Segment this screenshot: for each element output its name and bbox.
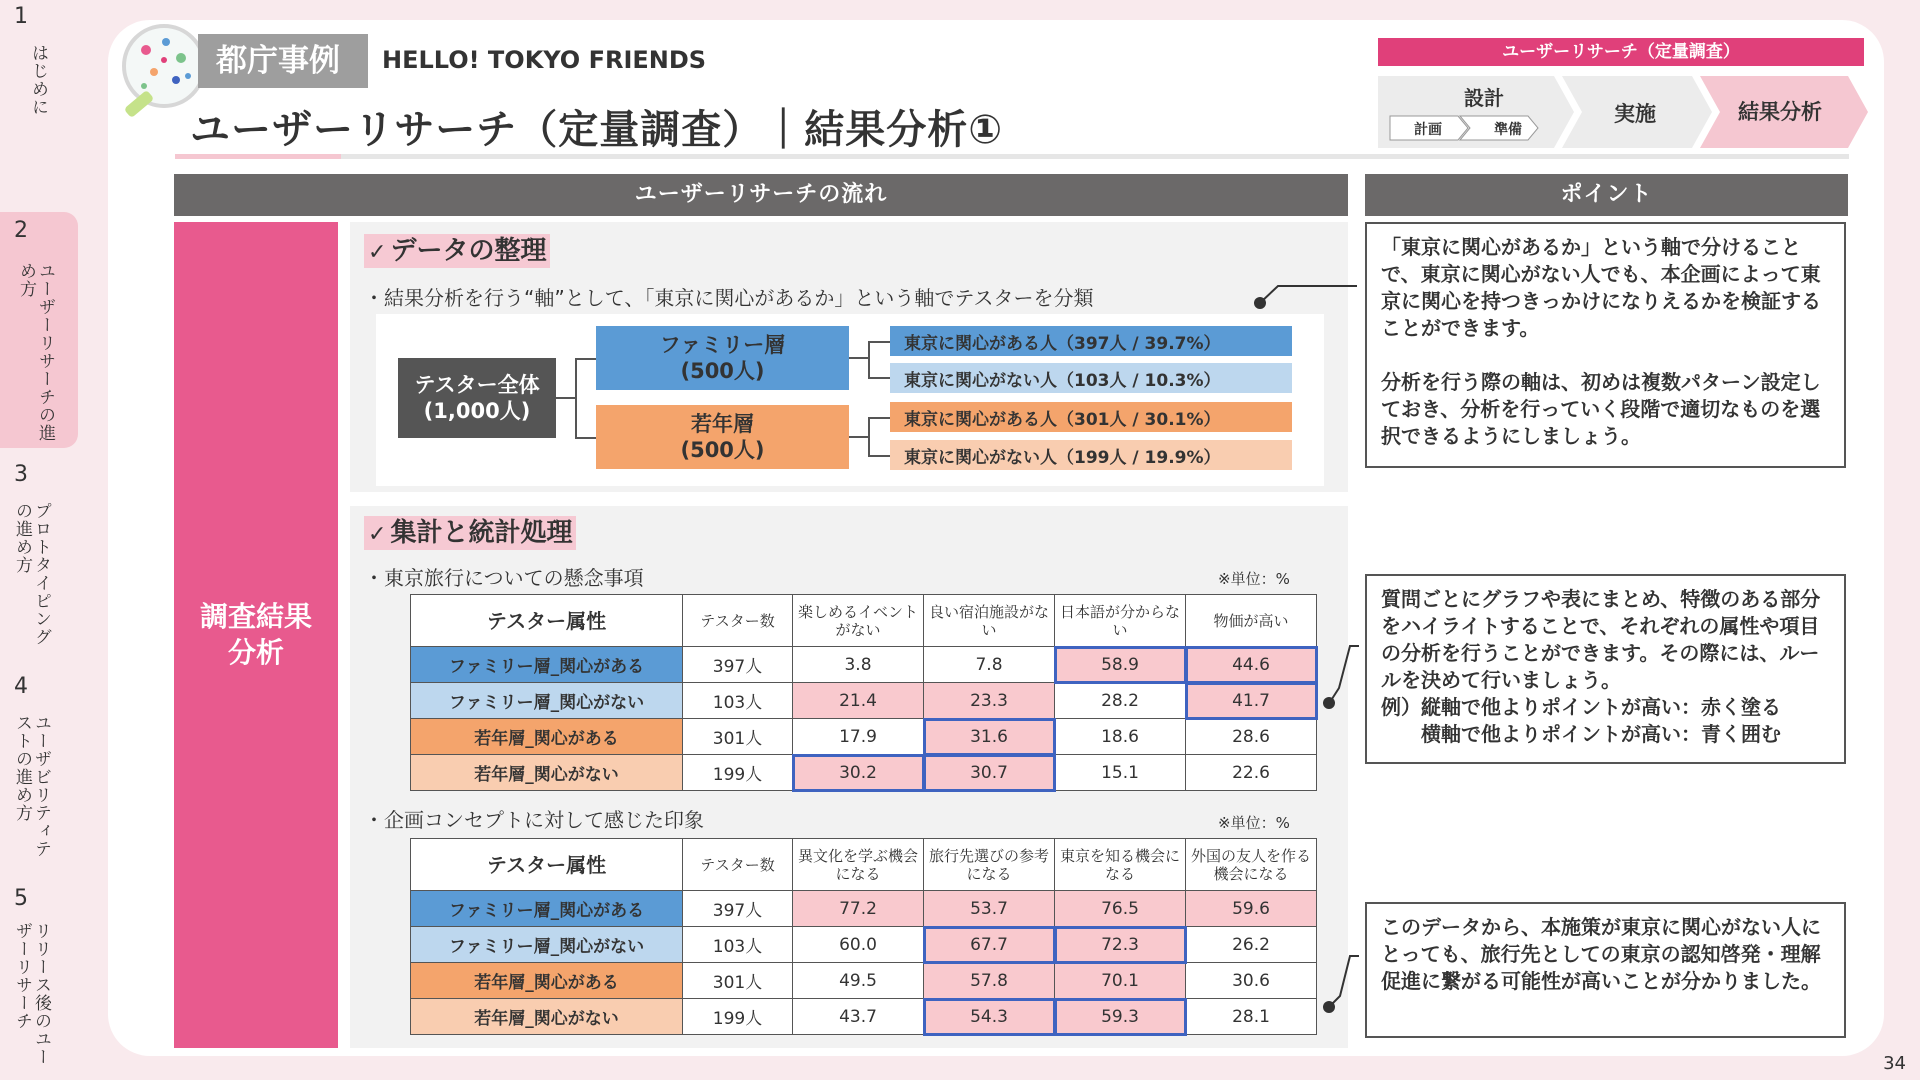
- stats-bullet-impressions: ・企画コンセプトに対して感じた印象: [364, 808, 704, 832]
- nav-number: 1: [14, 4, 28, 29]
- nav-label: ユーザーリサーチの進め方: [16, 262, 55, 442]
- table-cell-highlight: 21.4: [793, 683, 924, 719]
- row-label: ファミリー層_関心がない: [411, 927, 683, 963]
- tree-connector: [849, 436, 869, 438]
- table-header-cell: 旅行先選びの参考になる: [924, 839, 1055, 891]
- table-cell: 3.8: [793, 647, 924, 683]
- table-cell-highlight: 53.7: [924, 891, 1055, 927]
- tree-connector: [868, 417, 890, 419]
- table-row: [411, 755, 1317, 791]
- table-row: [411, 891, 1317, 927]
- tree-node-all-text: テスター全体 (1,000人): [414, 373, 540, 423]
- row-label: 若年層_関心がある: [411, 963, 683, 999]
- tree-connector: [868, 341, 890, 343]
- table-header-cell: テスター数: [683, 595, 793, 647]
- table-cell: 28.2: [1055, 683, 1186, 719]
- table-cell: 22.6: [1186, 755, 1317, 791]
- nav-label: ユーザビリティテストの進め方: [12, 714, 51, 858]
- row-label: ファミリー層_関心がある: [411, 891, 683, 927]
- table-cell-highlight: 67.7: [924, 927, 1055, 963]
- nav-item-2[interactable]: [0, 212, 78, 448]
- table-cell: 103人: [683, 683, 793, 719]
- table-cell-highlight: 41.7: [1186, 683, 1317, 719]
- tree-node-family-text: ファミリー層 (500人): [659, 333, 786, 383]
- stage-label: [174, 222, 338, 1048]
- tree-connector: [575, 358, 596, 360]
- nav-label: プロトタイピングの進め方: [12, 502, 51, 646]
- tree-node-young: [596, 405, 849, 469]
- row-label: ファミリー層_関心がある: [411, 647, 683, 683]
- table-cell: 397人: [683, 647, 793, 683]
- table-row: [411, 647, 1317, 683]
- table-row: [411, 999, 1317, 1035]
- table-cell-highlight: 31.6: [924, 719, 1055, 755]
- point-text: 「東京に関心があるか」という軸で分けることで、東京に関心がない人でも、本企画によって東京に関心を持つきっかけになりえるかを検証することができます。 分析を行う際の軸は、初めは複数パターン設定しておき、分析を行っていく段階で適切なものを選択できるようにしましょう。: [1381, 235, 1821, 448]
- tree-leaf-family-interested: [890, 326, 1292, 356]
- check-icon: ✓: [368, 522, 387, 547]
- table-cell-highlight: 76.5: [1055, 891, 1186, 927]
- table-cell: 301人: [683, 719, 793, 755]
- table-row: [411, 719, 1317, 755]
- table-cell: 301人: [683, 963, 793, 999]
- stats-heading: [364, 516, 576, 550]
- table-cell-highlight: 58.9: [1055, 647, 1186, 683]
- row-label: 若年層_関心がある: [411, 719, 683, 755]
- title-underline: [175, 154, 1849, 159]
- nav-item-3[interactable]: [0, 458, 78, 658]
- impressions-table: [410, 838, 1317, 1035]
- table-cell-highlight: 77.2: [793, 891, 924, 927]
- table-header-cell: 日本語が分からない: [1055, 595, 1186, 647]
- tree-connector: [868, 377, 890, 379]
- nav-label: リリース後のユーザーリサーチ: [12, 922, 51, 1066]
- case-tag: 都庁事例: [198, 34, 368, 88]
- row-label: 若年層_関心がない: [411, 999, 683, 1035]
- table-cell-highlight: 23.3: [924, 683, 1055, 719]
- table-cell-highlight: 30.2: [793, 755, 924, 791]
- table-header-row: [411, 595, 1317, 647]
- tree-connector: [868, 417, 870, 456]
- table-cell: 7.8: [924, 647, 1055, 683]
- tree-leaf-text: 東京に関心がある人（301人 / 30.1%）: [904, 409, 1221, 430]
- check-icon: ✓: [368, 240, 387, 265]
- page-title: ユーザーリサーチ（定量調査）｜結果分析①: [190, 107, 1004, 153]
- stats-heading-text: 集計と統計処理: [390, 518, 573, 548]
- table-header-cell: 物価が高い: [1186, 595, 1317, 647]
- tree-leaf-family-not-interested: [890, 363, 1292, 393]
- table-header-row: [411, 839, 1317, 891]
- step-design-label: 設計: [1464, 86, 1504, 110]
- tree-leaf-text: 東京に関心がない人（199人 / 19.9%）: [904, 447, 1221, 468]
- stage-label-text: 調査結果 分析: [199, 600, 312, 669]
- table-cell: 28.6: [1186, 719, 1317, 755]
- table-cell: 18.6: [1055, 719, 1186, 755]
- table-cell: 26.2: [1186, 927, 1317, 963]
- data-organization-heading-text: データの整理: [390, 236, 547, 266]
- table-cell: 49.5: [793, 963, 924, 999]
- row-label: 若年層_関心がない: [411, 755, 683, 791]
- data-organization-bullet: ・結果分析を行う“軸”として、「東京に関心があるか」という軸でテスターを分類: [364, 286, 1094, 310]
- tree-connector: [575, 358, 577, 438]
- table-header-cell: 異文化を学ぶ機会になる: [793, 839, 924, 891]
- tree-connector: [575, 437, 596, 439]
- tree-connector: [868, 341, 870, 379]
- nav-item-4[interactable]: [0, 670, 78, 870]
- flow-section-bar: ユーザーリサーチの流れ: [174, 174, 1348, 216]
- logo-icon: [122, 24, 206, 108]
- table-row: [411, 927, 1317, 963]
- table-cell: 199人: [683, 999, 793, 1035]
- table-cell: 199人: [683, 755, 793, 791]
- nav-number: 3: [14, 462, 28, 487]
- side-navigation: [0, 0, 78, 1080]
- tree-node-young-text: 若年層 (500人): [680, 412, 765, 462]
- table-header-cell: テスター数: [683, 839, 793, 891]
- step-execute-label: 実施: [1614, 102, 1656, 126]
- table-cell-highlight: 59.3: [1055, 999, 1186, 1035]
- step-prep-label: 準備: [1494, 122, 1522, 138]
- table-cell: 60.0: [793, 927, 924, 963]
- nav-number: 5: [14, 886, 28, 911]
- unit-note: ※単位：%: [1218, 814, 1290, 832]
- table-cell: 15.1: [1055, 755, 1186, 791]
- table-header-cell: 良い宿泊施設がない: [924, 595, 1055, 647]
- step-plan-label: 計画: [1414, 122, 1442, 138]
- page-number: 34: [1883, 1053, 1906, 1074]
- table-header-cell: 東京を知る機会になる: [1055, 839, 1186, 891]
- table-row: [411, 683, 1317, 719]
- table-header-cell: 楽しめるイベントがない: [793, 595, 924, 647]
- nav-number: 2: [14, 218, 28, 243]
- table-cell-highlight: 59.6: [1186, 891, 1317, 927]
- tree-leaf-text: 東京に関心がある人（397人 / 39.7%）: [904, 333, 1221, 354]
- table-header-cell: テスター属性: [411, 595, 683, 647]
- nav-item-5[interactable]: [0, 882, 78, 1080]
- point-text: このデータから、本施策が東京に関心がない人にとっても、旅行先としての東京の認知啓発・理解促進に繋がる可能性が高いことが分かりました。: [1381, 915, 1821, 993]
- table-cell: 43.7: [793, 999, 924, 1035]
- tree-connector: [868, 455, 890, 457]
- stats-bullet-concerns: ・東京旅行についての懸念事項: [364, 566, 644, 590]
- table-cell-highlight: 72.3: [1055, 927, 1186, 963]
- tree-leaf-young-interested: [890, 402, 1292, 432]
- table-header-cell: テスター属性: [411, 839, 683, 891]
- point-text: 質問ごとにグラフや表にまとめ、特徴のある部分をハイライトすることで、それぞれの属性や項目の分析を行うことができます。その際には、ルールを決めて行いましょう。 例）縦軸で他よりポイントが高い：赤く塗る 横軸で他よりポイントが高い：青く囲む: [1381, 587, 1821, 746]
- table-cell: 17.9: [793, 719, 924, 755]
- table-cell: 103人: [683, 927, 793, 963]
- tree-connector: [556, 397, 576, 399]
- point-box-highlight: [1365, 574, 1846, 764]
- tree-connector: [849, 357, 869, 359]
- table-cell-highlight: 70.1: [1055, 963, 1186, 999]
- step-analysis-label: 結果分析: [1738, 100, 1822, 124]
- brand-name: HELLO! TOKYO FRIENDS: [382, 46, 707, 74]
- table-row: [411, 963, 1317, 999]
- phase-header: ユーザーリサーチ（定量調査）: [1378, 38, 1864, 66]
- tree-leaf-text: 東京に関心がない人（103人 / 10.3%）: [904, 370, 1221, 391]
- table-header-cell: 外国の友人を作る機会になる: [1186, 839, 1317, 891]
- point-box-axis: [1365, 222, 1846, 468]
- tree-leaf-young-not-interested: [890, 440, 1292, 470]
- nav-number: 4: [14, 674, 28, 699]
- table-cell-highlight: 44.6: [1186, 647, 1317, 683]
- data-organization-heading: [364, 234, 550, 268]
- tree-node-family: [596, 326, 849, 390]
- concerns-table: [410, 594, 1317, 791]
- table-cell-highlight: 30.7: [924, 755, 1055, 791]
- unit-note: ※単位：%: [1218, 570, 1290, 588]
- table-cell-highlight: 57.8: [924, 963, 1055, 999]
- table-cell: 28.1: [1186, 999, 1317, 1035]
- table-cell: 397人: [683, 891, 793, 927]
- nav-item-1[interactable]: [0, 0, 78, 130]
- table-cell-highlight: 54.3: [924, 999, 1055, 1035]
- phase-steps: [1378, 76, 1868, 148]
- nav-label: はじめに: [28, 44, 48, 116]
- point-box-conclusion: [1365, 902, 1846, 1038]
- point-section-bar: ポイント: [1365, 174, 1848, 216]
- title-underline-accent: [175, 154, 341, 159]
- tree-node-all: [398, 358, 556, 438]
- table-cell: 30.6: [1186, 963, 1317, 999]
- row-label: ファミリー層_関心がない: [411, 683, 683, 719]
